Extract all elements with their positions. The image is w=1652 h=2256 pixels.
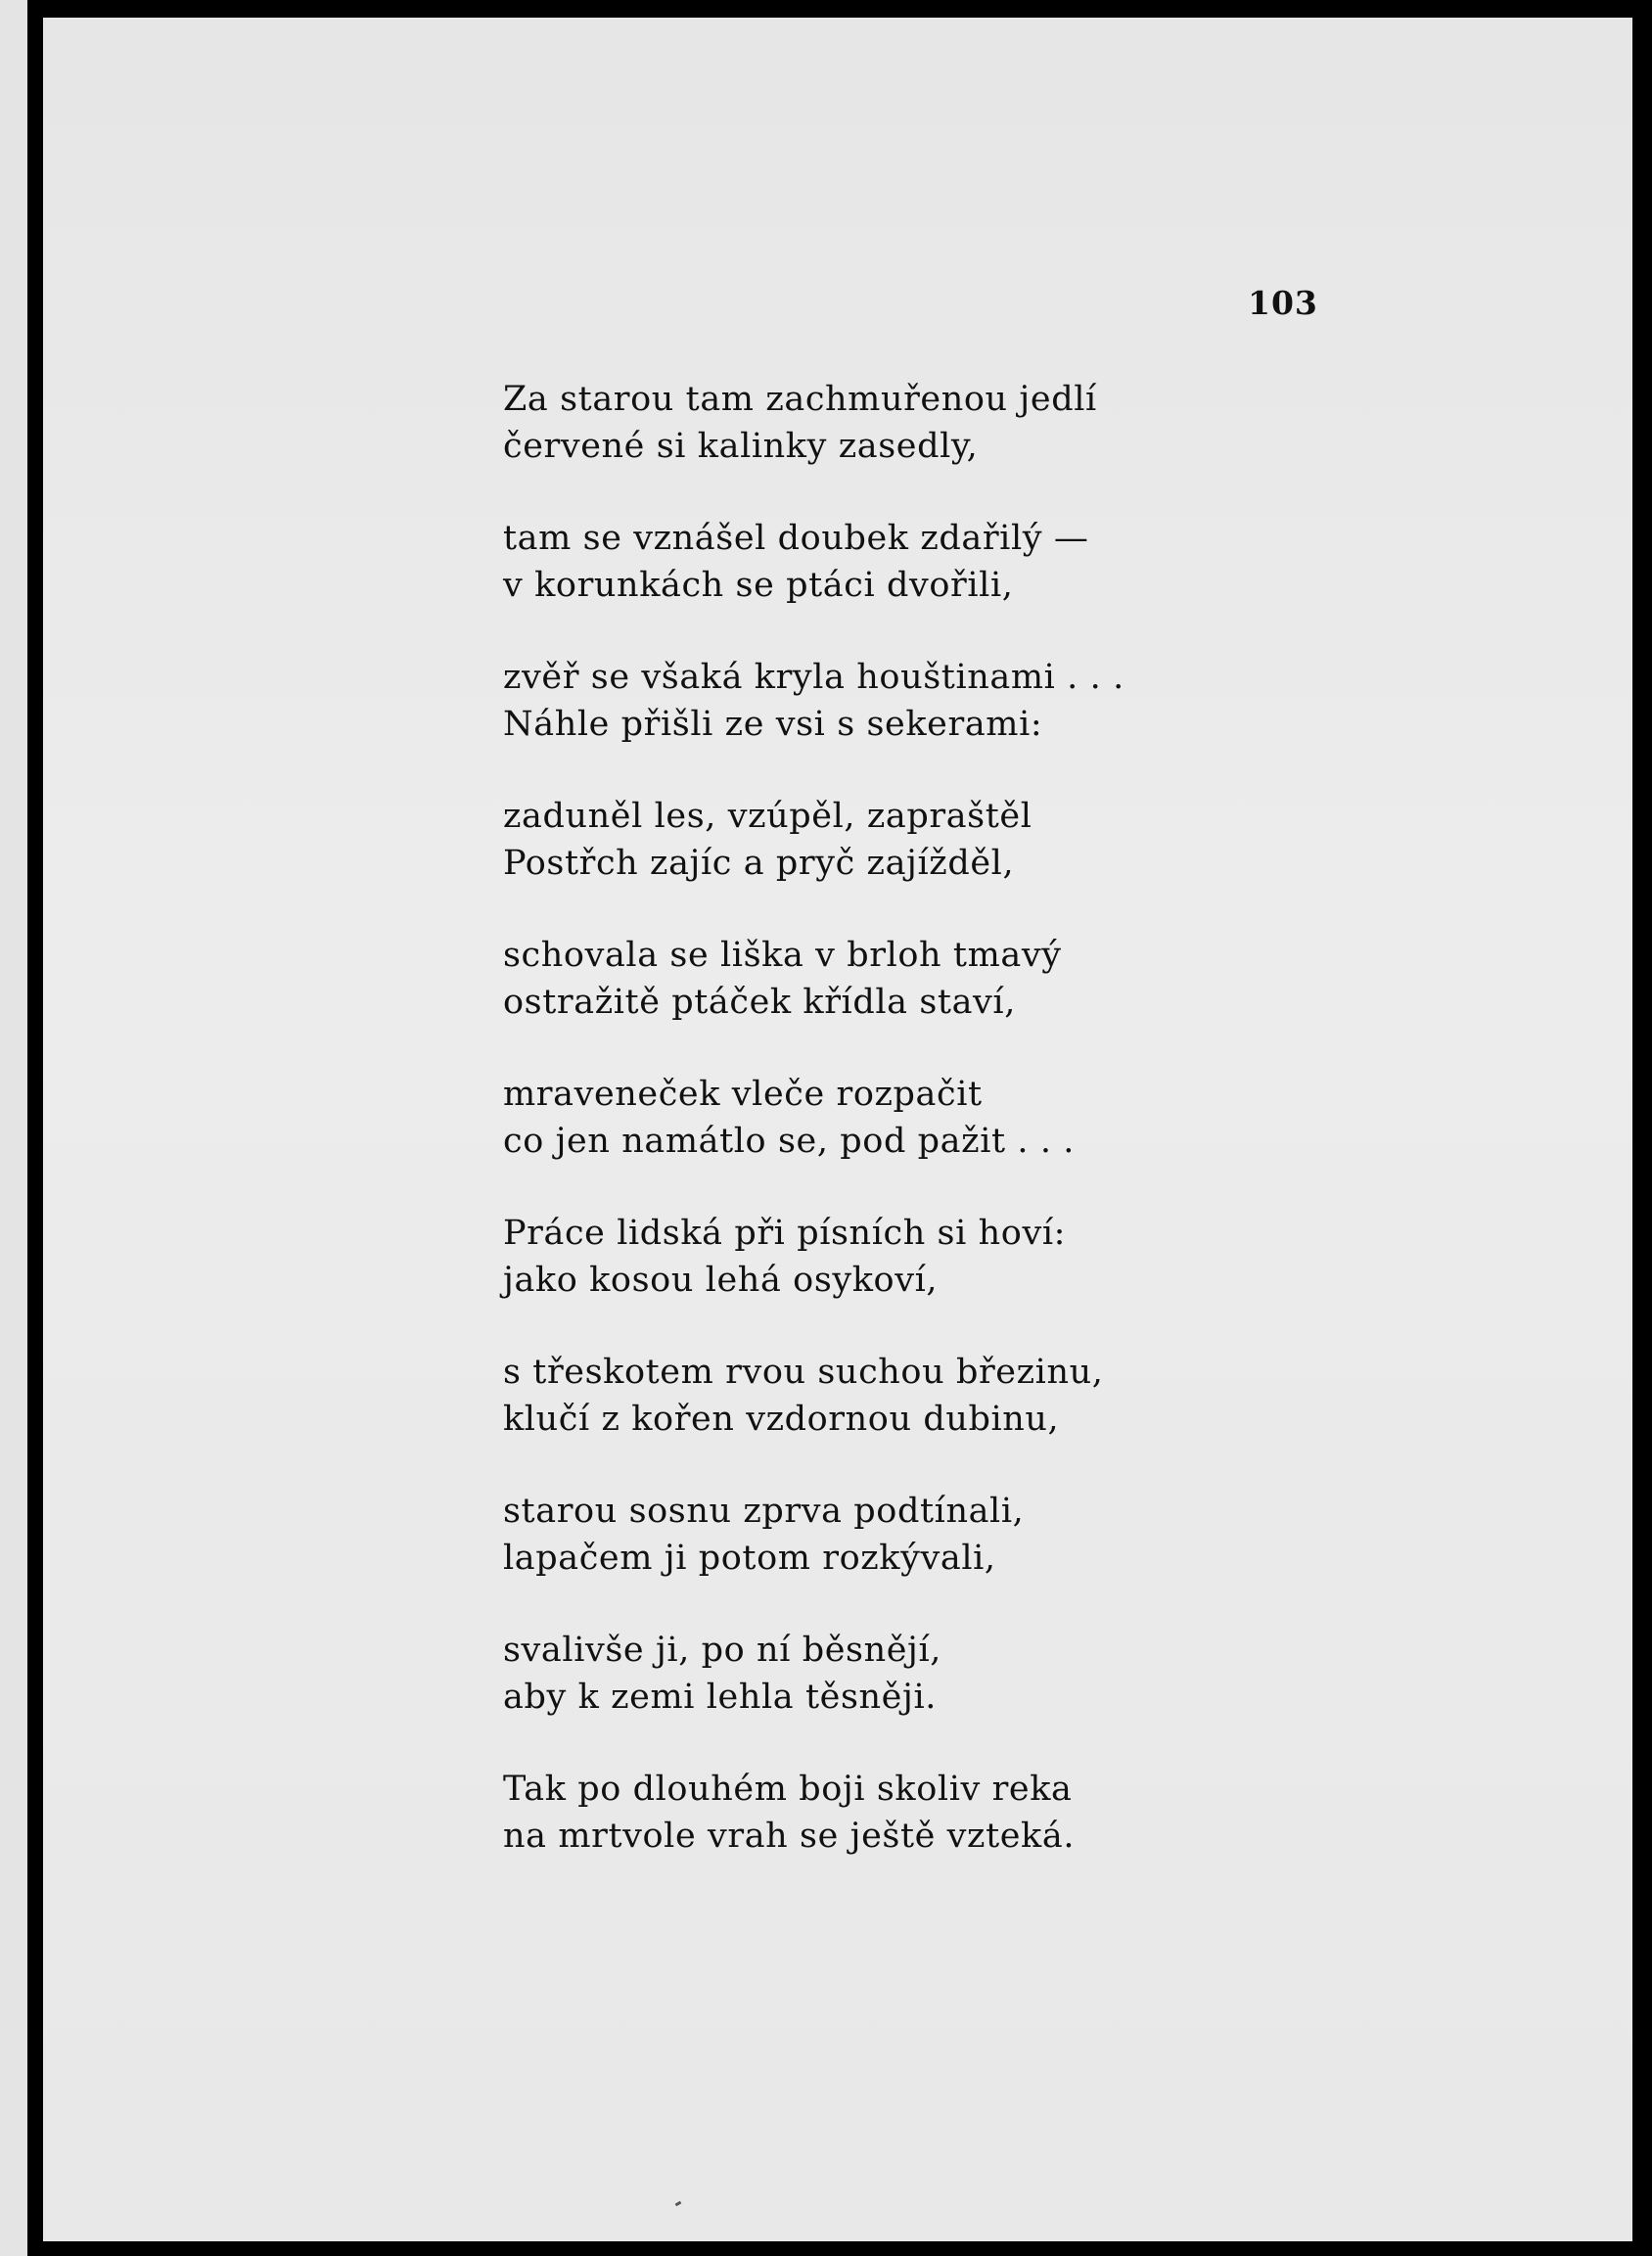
page-number: 103 [1248,284,1318,322]
poem-line: Za starou tam zachmuřenou jedlí [503,380,1097,419]
poem-line: Postřch zajíc a pryč zajížděl, [503,844,1015,883]
poem-line: tam se vznášel doubek zdařilý — [503,519,1089,558]
stanza [503,793,1247,887]
poem-line: zaduněl les, vzúpěl, zapraštěl [503,797,1032,836]
stanza [503,1210,1247,1304]
stanza [503,1766,1247,1860]
poem-line: Tak po dlouhém boji skoliv reka [503,1770,1073,1809]
poem-line: schovala se liška v brloh tmavý [503,936,1062,975]
stanza [503,1627,1247,1721]
stanza [503,654,1247,748]
scan-border [27,0,43,2256]
stanza [503,1349,1247,1443]
poem-line: s třeskotem rvou suchou březinu, [503,1353,1104,1392]
poem-line: svalivše ji, po ní běsnějí, [503,1631,942,1670]
stanza [503,932,1247,1026]
stanza [503,376,1247,470]
stanza [503,1488,1247,1582]
stanza [503,1071,1247,1165]
poem-line: ostražitě ptáček křídla staví, [503,983,1016,1022]
poem-line: co jen namátlo se, pod pažit . . . [503,1122,1076,1161]
poem-line: lapačem ji potom rozkývali, [503,1539,996,1578]
poem-line: mraveneček vleče rozpačit [503,1075,983,1114]
poem-line: Náhle přišli ze vsi s sekerami: [503,705,1043,744]
stanza [503,515,1247,609]
poem-line: červené si kalinky zasedly, [503,427,979,466]
poem [503,376,1247,1905]
poem-line: Práce lidská při písních si hoví: [503,1214,1067,1253]
poem-line: klučí z kořen vzdornou dubinu, [503,1400,1060,1439]
poem-line: zvěř se všaká kryla houštinami . . . [503,658,1124,697]
poem-line: aby k zemi lehla těsněji. [503,1678,937,1717]
poem-line: v korunkách se ptáci dvořili, [503,566,1014,605]
poem-line: starou sosnu zprva podtínali, [503,1492,1025,1531]
poem-line: na mrtvole vrah se ještě vzteká. [503,1817,1076,1856]
poem-line: jako kosou lehá osykoví, [503,1261,939,1300]
previous-page-edge [0,0,27,2256]
